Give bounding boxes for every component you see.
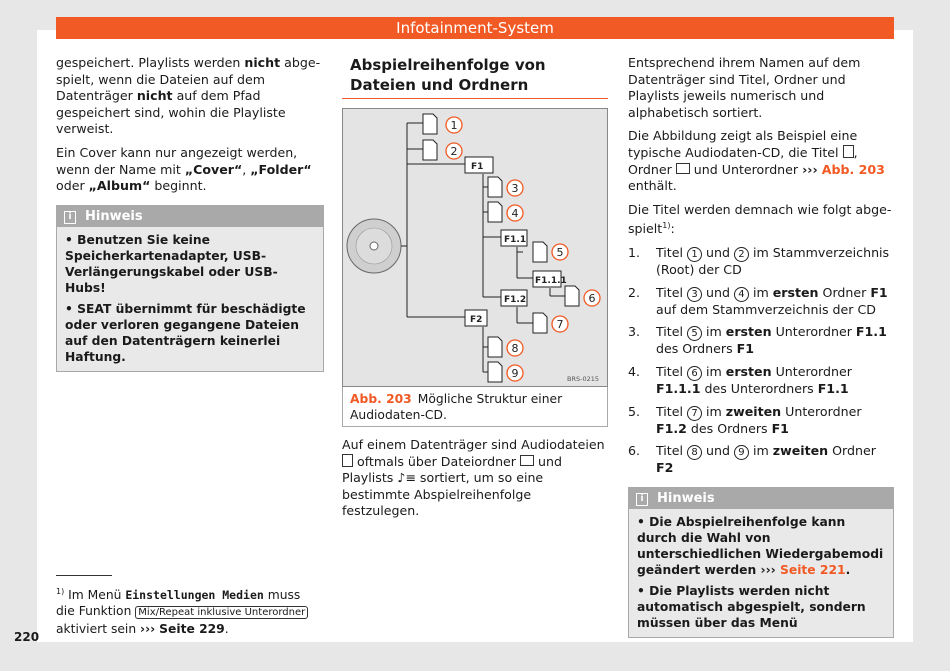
list-item: 5. Titel 7 im zweiten Unterordner F1.2 des Ordners F1 — [628, 403, 862, 436]
track-number: 6 — [588, 292, 596, 305]
note-header: i Hinweis — [57, 206, 323, 227]
info-icon: i — [64, 211, 76, 224]
file-icon — [488, 337, 502, 357]
folder-label: F2 — [470, 315, 483, 325]
paragraph-cover: Ein Cover kann nur angezeigt werden, wenn der Name mit „Cover“, „Folder“ oder „Album“ beginnt. — [56, 144, 312, 194]
track-number-circle: 2 — [734, 247, 749, 262]
play-order-list — [628, 245, 894, 477]
page-number: 220 — [14, 630, 40, 644]
figure-reference-link[interactable]: Abb. 203 — [821, 161, 885, 177]
track-number: 4 — [511, 207, 519, 220]
footnote: $^{1)}$ Im Menü Einstellungen Medien muss die Funktion Mix/Repeat inklusive Unterordner aktiviert sein ››› Seite 229. — [56, 584, 316, 637]
list-item: 4. Titel 6 im ersten Unterordner F1.1.1 des Unterordners F1.1 — [628, 363, 852, 396]
folder-label: F1.1 — [504, 235, 527, 245]
page-header: Infotainment-System — [56, 17, 894, 39]
track-number-circle: 4 — [734, 287, 749, 302]
footnote-rule — [56, 575, 112, 576]
track-number: 8 — [511, 342, 519, 355]
folder-tree-diagram — [343, 109, 607, 386]
file-icon — [488, 362, 502, 382]
paragraph-audiodateien: Auf einem Datenträger sind Audiodateien oftmals über Dateiordner und Playlists ♪≡ sortiert, um so eine bestimmte Abspielreihenfolge festzulegen. — [342, 437, 605, 519]
file-icon — [488, 202, 502, 222]
figure-folder-structure — [342, 108, 608, 387]
track-number: 3 — [511, 182, 519, 195]
section-title: Abspielreihenfolge von Dateien und Ordnern — [342, 55, 608, 99]
track-number-circle: 9 — [734, 445, 749, 460]
folder-icon — [676, 163, 690, 174]
track-number-circle: 3 — [687, 287, 702, 302]
track-number: 2 — [450, 145, 458, 158]
file-icon — [488, 177, 502, 197]
track-number: 7 — [556, 318, 564, 331]
list-item: 2. Titel 3 und 4 im ersten Ordner F1 auf dem Stammverzeichnis der CD — [628, 284, 888, 317]
figure-code: BRS-0215 — [567, 375, 599, 383]
track-number-circle: 8 — [687, 445, 702, 460]
track-number: 1 — [450, 119, 458, 132]
column-3 — [628, 55, 894, 638]
file-icon — [342, 454, 353, 467]
file-icon — [423, 140, 437, 160]
folder-label: F1 — [471, 162, 484, 172]
track-number: 5 — [556, 246, 564, 259]
paragraph-sorting: Entsprechend ihrem Namen auf dem Datenträger sind Titel, Ordner und Playlists jeweils numerisch und alphabetisch sortiert. — [628, 55, 861, 120]
track-number-circle: 5 — [687, 326, 702, 341]
paragraph-playlists: gespeichert. Playlists werden nicht abgespielt, wenn die Dateien auf dem Datenträger nicht auf dem Pfad gespeichert sind, wohin die Playliste verweist. — [56, 55, 321, 137]
note-item: • Die Abspielreihenfolge kann durch die Wahl von unterschiedlichen Wiedergabemodi geändert werden ››› Seite 221. — [637, 514, 884, 577]
paragraph-example: Die Abbildung zeigt als Beispiel eine typische Audiodaten-CD, die Titel , Ordner und Unterordner ››› Abb. 203 enthält. — [628, 128, 885, 194]
track-number-circle: 6 — [687, 366, 702, 381]
list-item: 1. Titel 1 und 2 im Stammverzeichnis (Root) der CD — [628, 245, 890, 278]
note-item: • SEAT übernimmt für beschädigte oder verloren gegangene Dateien auf den Datenträgern keinerlei Haftung. — [65, 301, 306, 364]
note-item: • Benutzen Sie keine Speicherkartenadapter, USB-Verlängerungskabel oder USB-Hubs! — [65, 232, 278, 295]
page-reference-link[interactable]: Seite 229 — [159, 622, 225, 637]
page-reference-link[interactable]: Seite 221 — [780, 562, 846, 577]
folder-icon — [520, 455, 534, 466]
folder-label: F1.1.1 — [535, 276, 567, 286]
playlist-icon: ♪≡ — [397, 470, 416, 486]
track-number-circle: 1 — [687, 247, 702, 262]
list-item: 3. Titel 5 im ersten Unterordner F1.1 des Ordners F1 — [628, 324, 887, 357]
column-2 — [342, 55, 608, 527]
note-box — [56, 205, 324, 372]
note-box — [628, 487, 894, 638]
column-1 — [56, 55, 324, 372]
file-icon — [533, 313, 547, 333]
figure-caption: Abb. 203 Mögliche Struktur einer Audiodaten-CD. — [342, 387, 608, 427]
file-icon — [843, 145, 854, 158]
track-number: 9 — [511, 367, 519, 380]
function-name: Mix/Repeat inklusive Unterordner — [135, 606, 308, 619]
list-item: 6. Titel 8 und 9 im zweiten Ordner F2 — [628, 443, 876, 476]
file-icon — [533, 242, 547, 262]
cd-icon — [347, 219, 401, 273]
note-header: i Hinweis — [629, 488, 893, 509]
file-icon — [565, 286, 579, 306]
folder-label: F1.2 — [504, 295, 527, 305]
info-icon: i — [636, 493, 648, 506]
note-item: • Die Playlists werden nicht automatisch abgespielt, sondern müssen über das Menü — [637, 583, 866, 630]
paragraph-order: Die Titel werden demnach wie folgt abgespielt$^{1)}$: — [628, 201, 892, 237]
menu-name: Einstellungen Medien — [125, 588, 264, 603]
track-number-circle: 7 — [687, 406, 702, 421]
file-icon — [423, 114, 437, 134]
